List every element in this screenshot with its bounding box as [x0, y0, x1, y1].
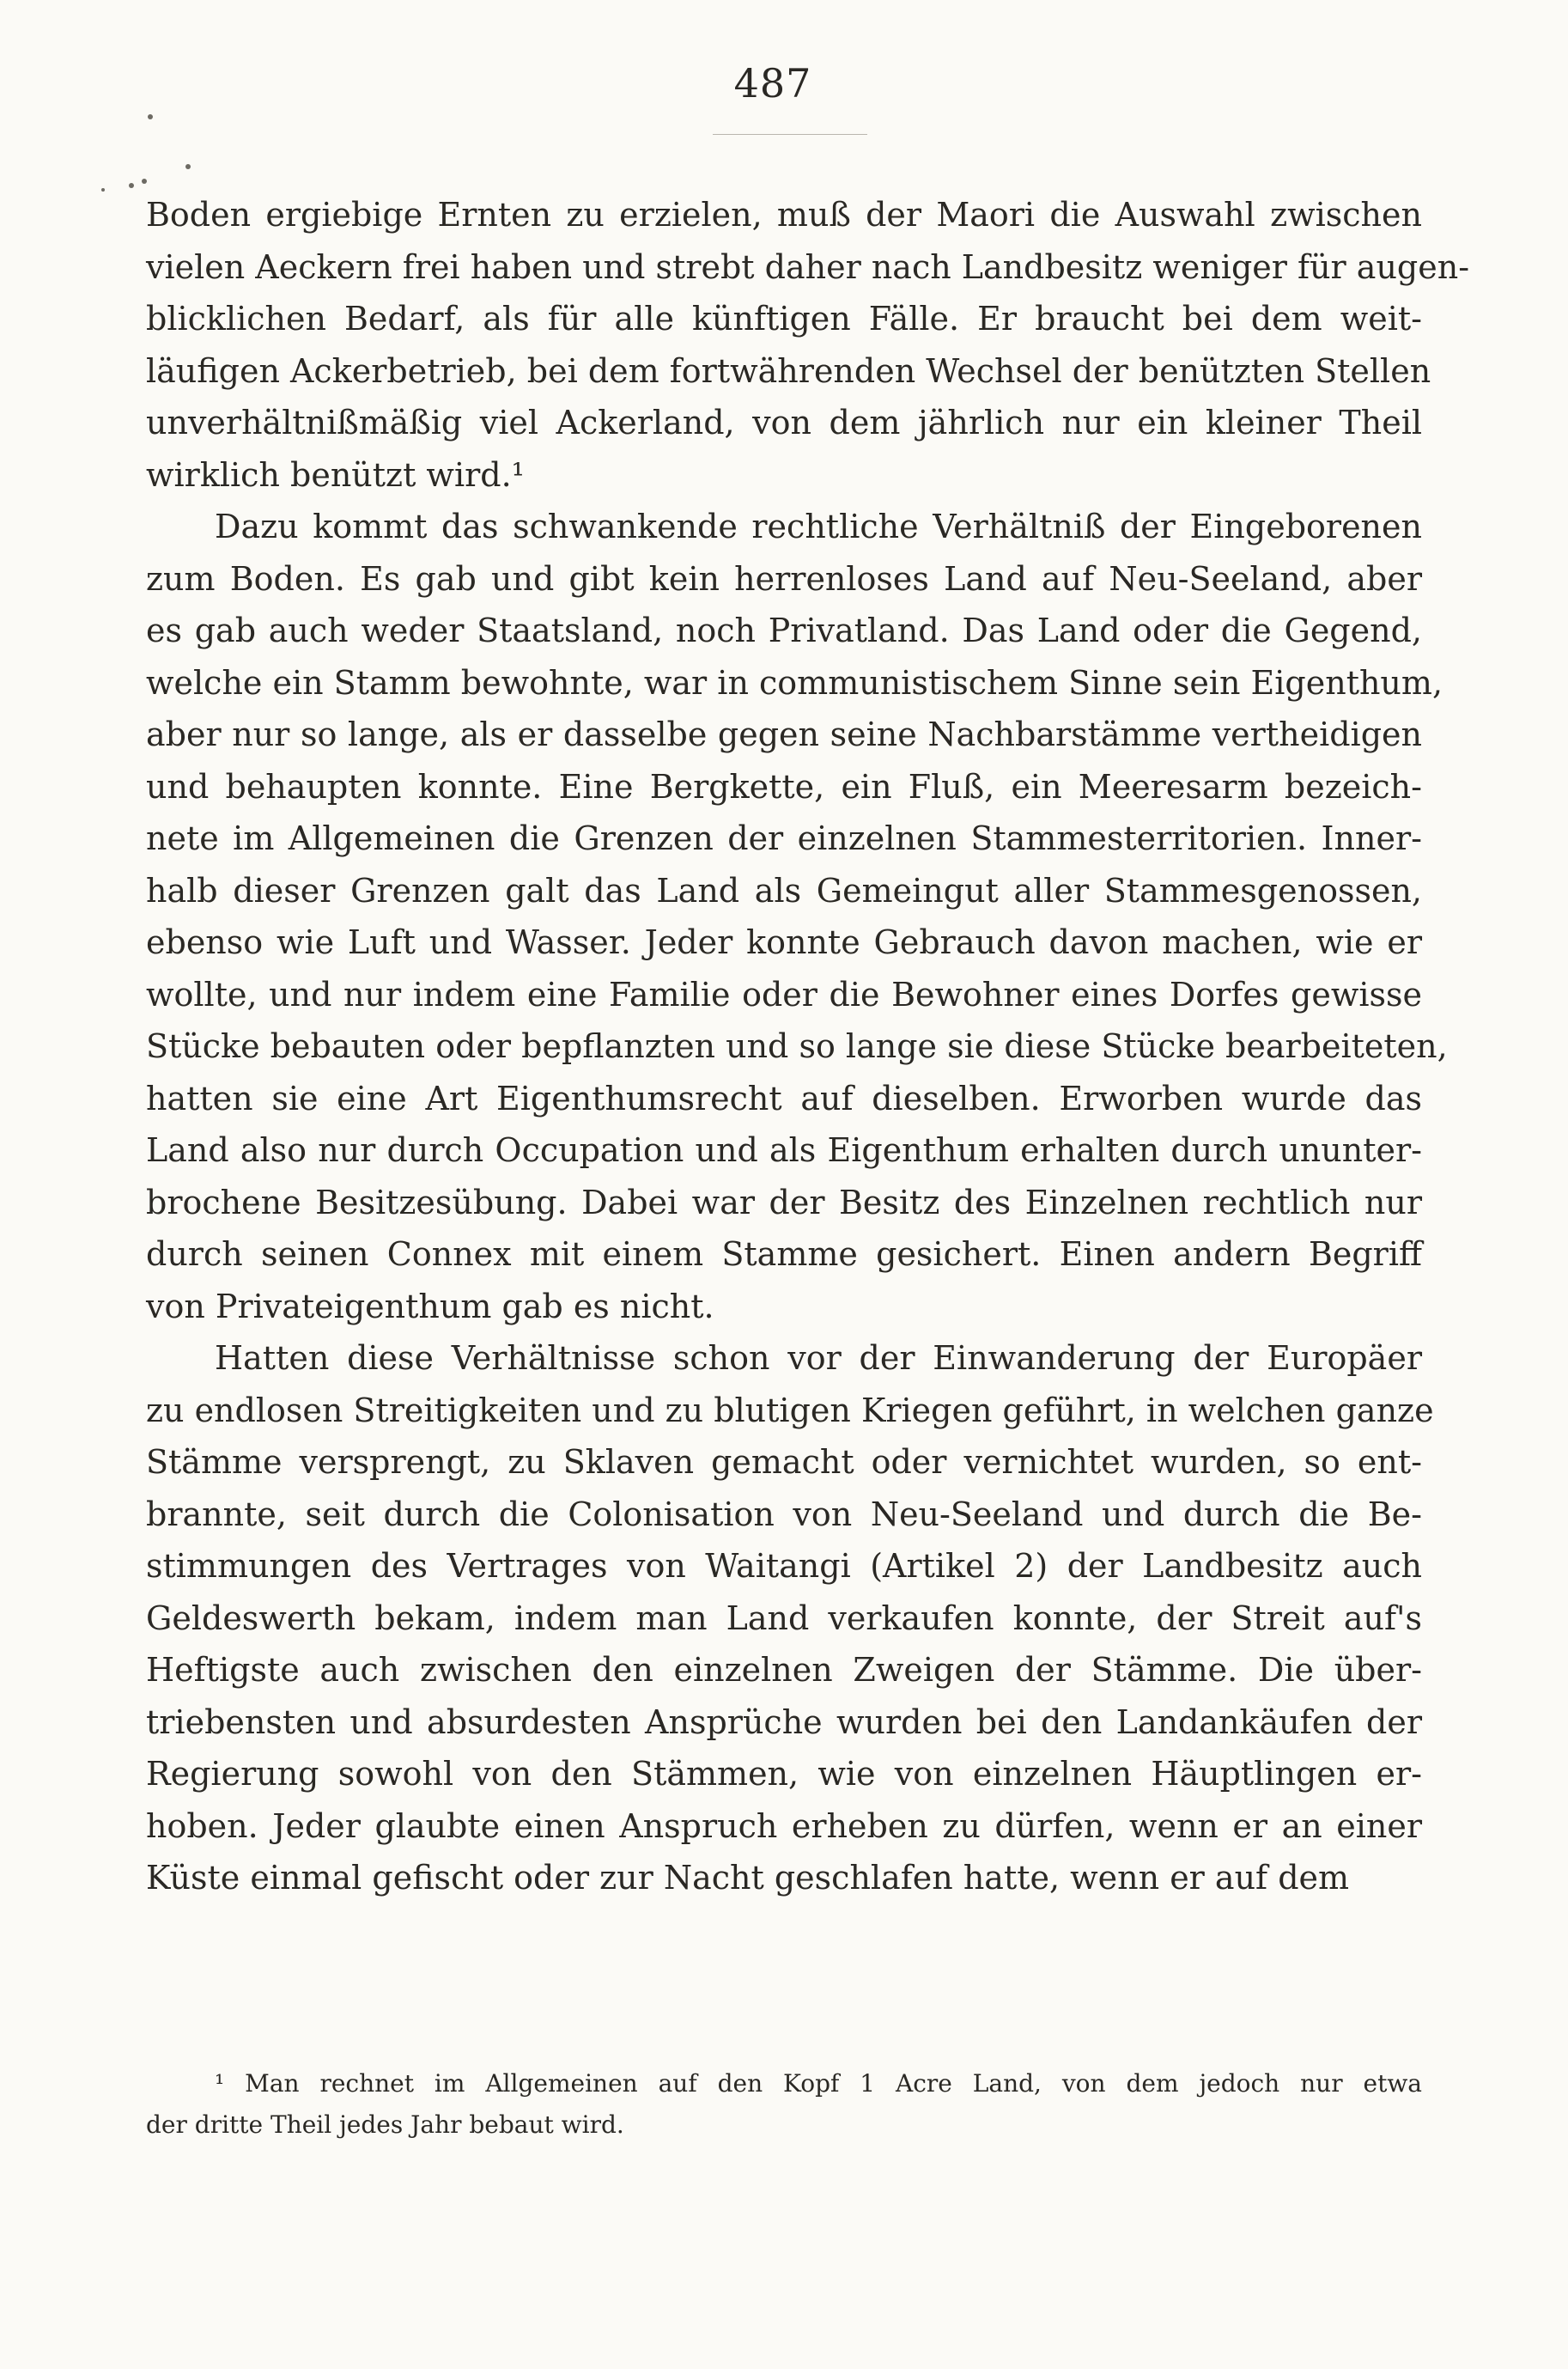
text-line: Stämme versprengt, zu Sklaven gemacht oder vernichtet wurden, so ent-: [146, 1443, 1422, 1481]
text-line: wirklich benützt wird.¹: [146, 455, 525, 494]
footnotes: [146, 2063, 1422, 2146]
ink-speck: [148, 114, 153, 119]
text-line: Heftigste auch zwischen den einzelnen Zweigen der Stämme. Die über-: [146, 1651, 1422, 1689]
text-line: Küste einmal gefischt oder zur Nacht geschlafen hatte, wenn er auf dem: [146, 1859, 1350, 1897]
ink-speck: [129, 183, 134, 188]
text-line: von Privateigenthum gab es nicht.: [146, 1287, 714, 1325]
text-line: welche ein Stamm bewohnte, war in communistischem Sinne sein Eigenthum,: [146, 663, 1443, 702]
text-line: hatten sie eine Art Eigenthumsrecht auf dieselben. Erworben wurde das: [146, 1079, 1422, 1118]
text-line: zu endlosen Streitigkeiten und zu blutigen Kriegen geführt, in welchen ganze: [146, 1391, 1434, 1429]
text-line: nete im Allgemeinen die Grenzen der einzelnen Stammesterritorien. Inner-: [146, 819, 1422, 857]
text-line: ebenso wie Luft und Wasser. Jeder konnte Gebrauch davon machen, wie er: [146, 923, 1422, 961]
ink-speck: [185, 164, 191, 169]
text-line: unverhältnißmäßig viel Ackerland, von dem jährlich nur ein kleiner Theil: [146, 404, 1422, 442]
text-line: stimmungen des Vertrages von Waitangi (Artikel 2) der Landbesitz auch: [146, 1547, 1422, 1585]
paragraph: [146, 501, 1448, 1332]
text-line: blicklichen Bedarf, als für alle künftigen Fälle. Er braucht bei dem weit-: [146, 300, 1422, 338]
paragraph: [146, 189, 1470, 501]
text-line: und behaupten konnte. Eine Bergkette, ein Fluß, ein Meeresarm bezeich-: [146, 767, 1422, 806]
text-line: vielen Aeckern frei haben und strebt daher nach Landbesitz weniger für augen-: [146, 247, 1470, 286]
header-rule: [713, 134, 867, 135]
text-line: durch seinen Connex mit einem Stamme gesichert. Einen andern Begriff: [146, 1235, 1422, 1273]
body-text: [146, 189, 1470, 1904]
text-line: hoben. Jeder glaubte einen Anspruch erheben zu dürfen, wenn er an einer: [146, 1806, 1422, 1845]
paragraph: [146, 1332, 1434, 1904]
text-line: wollte, und nur indem eine Familie oder die Bewohner eines Dorfes gewisse: [146, 975, 1422, 1014]
footnote-line: der dritte Theil jedes Jahr bebaut wird.: [146, 2110, 624, 2139]
text-line: Stücke bebauten oder bepflanzten und so lange sie diese Stücke bearbeiteten,: [146, 1027, 1448, 1065]
page-number: 487: [733, 60, 812, 107]
ink-speck: [101, 188, 105, 192]
text-line: Geldeswerth bekam, indem man Land verkaufen konnte, der Streit auf's: [146, 1599, 1422, 1637]
text-line: aber nur so lange, als er dasselbe gegen seine Nachbarstämme vertheidigen: [146, 716, 1422, 753]
text-line: halb dieser Grenzen galt das Land als Gemeingut aller Stammesgenossen,: [146, 871, 1422, 910]
text-line: läufigen Ackerbetrieb, bei dem fortwährenden Wechsel der benützten Stellen: [146, 351, 1431, 390]
text-line: es gab auch weder Staatsland, noch Privatland. Das Land oder die Gegend,: [146, 612, 1422, 649]
text-line: brannte, seit durch die Colonisation von Neu-Seeland und durch die Be-: [146, 1495, 1422, 1533]
text-line: zum Boden. Es gab und gibt kein herrenloses Land auf Neu-Seeland, aber: [146, 559, 1422, 598]
footnote-line: ¹ Man rechnet im Allgemeinen auf den Kopf 1 Acre Land, von dem jedoch nur etwa: [215, 2069, 1422, 2098]
text-line: Boden ergiebige Ernten zu erzielen, muß der Maori die Auswahl zwischen: [146, 196, 1422, 234]
text-line: Regierung sowohl von den Stämmen, wie von einzelnen Häuptlingen er-: [146, 1755, 1422, 1793]
text-line: Land also nur durch Occupation und als Eigenthum erhalten durch ununter-: [146, 1131, 1422, 1169]
text-line: triebensten und absurdesten Ansprüche wurden bei den Landankäufen der: [146, 1702, 1422, 1741]
ink-speck: [142, 179, 147, 184]
text-line: brochene Besitzesübung. Dabei war der Besitz des Einzelnen rechtlich nur: [146, 1183, 1422, 1221]
text-line: Dazu kommt das schwankende rechtliche Verhältniß der Eingeborenen: [215, 508, 1422, 545]
text-line: Hatten diese Verhältnisse schon vor der Einwanderung der Europäer: [215, 1339, 1422, 1377]
